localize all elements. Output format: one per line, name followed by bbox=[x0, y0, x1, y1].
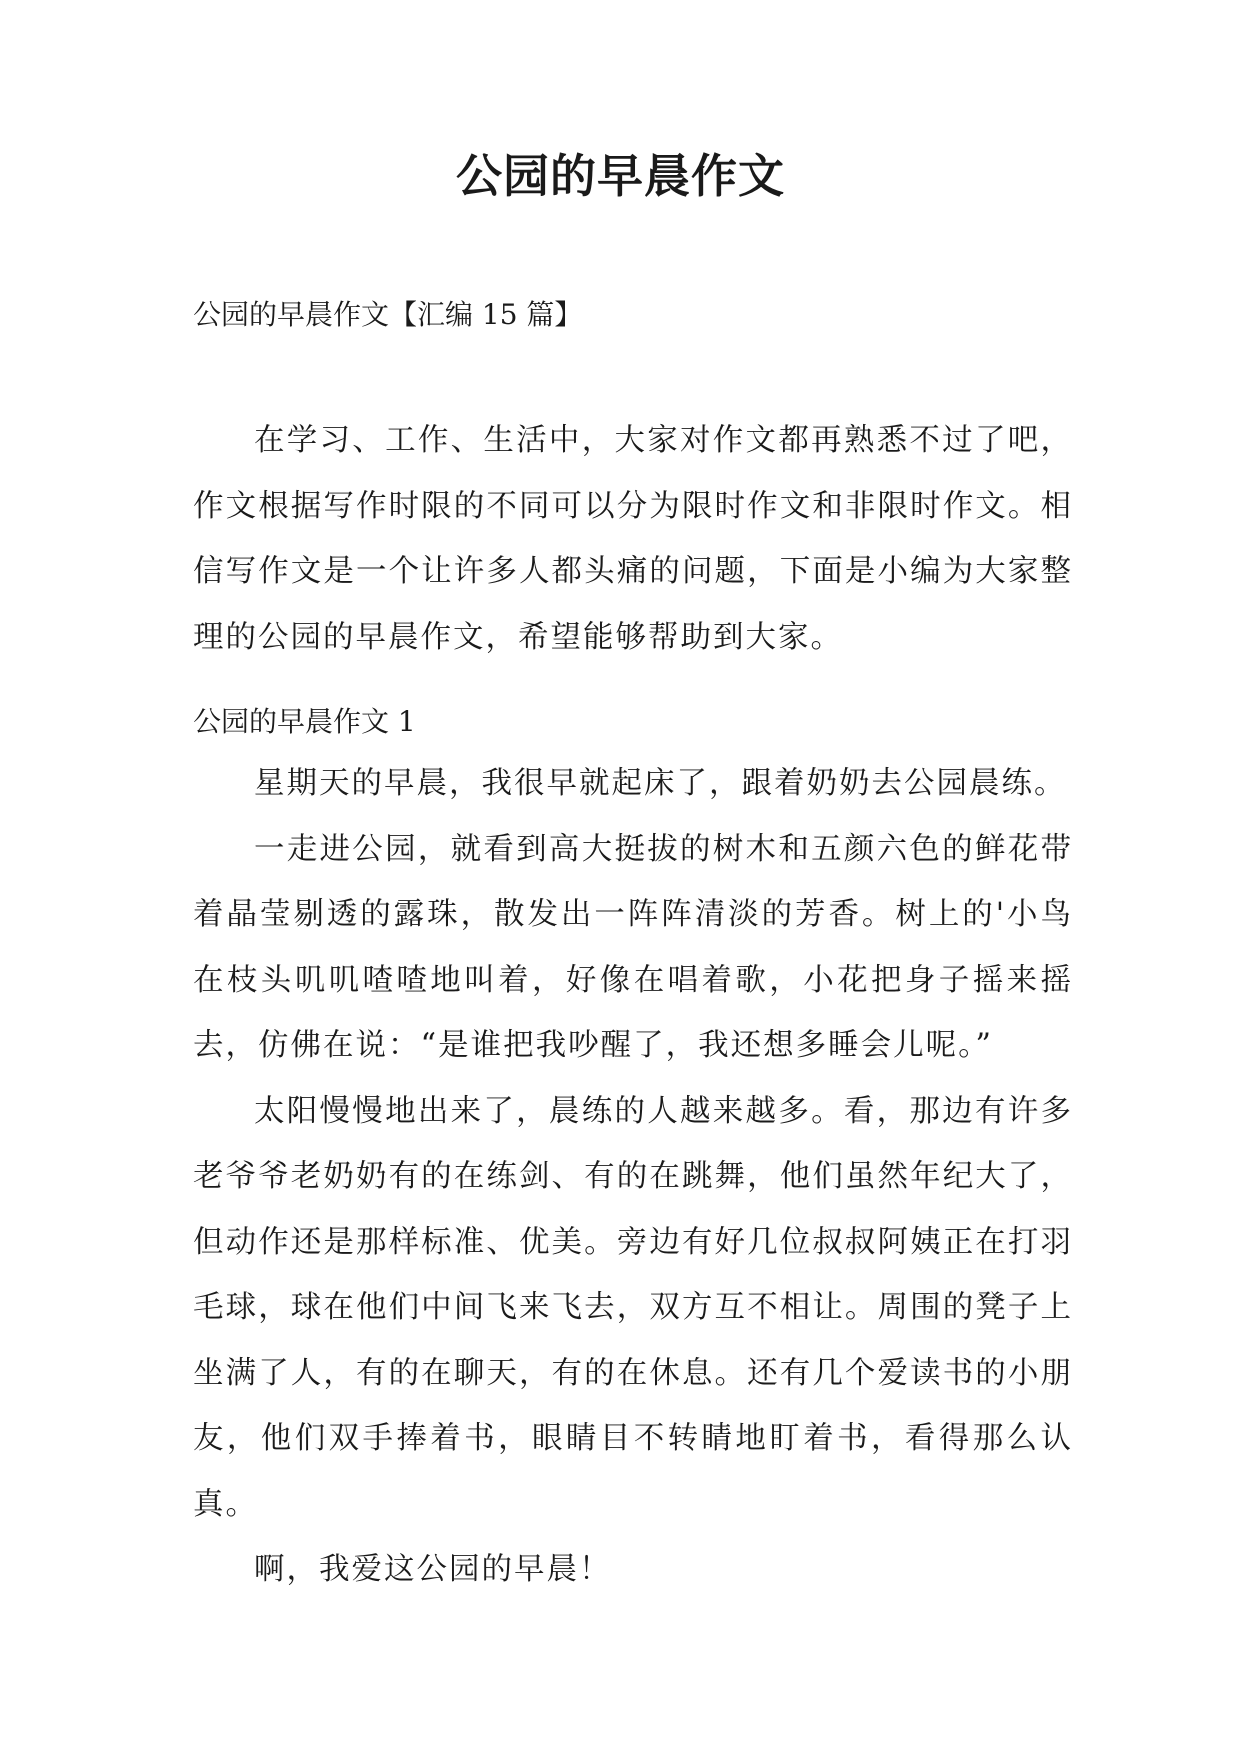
document-subtitle: 公园的早晨作文【汇编 15 篇】 bbox=[193, 298, 583, 331]
essay-paragraph-3: 太阳慢慢地出来了，晨练的人越来越多。看，那边有许多老爷爷老奶奶有的在练剑、有的在跳舞，他们虽然年纪大了，但动作还是那样标准、优美。旁边有好几位叔叔阿姨正在打羽毛球，球在他们中间飞来飞去，双方互不相让。周围的凳子上坐满了人，有的在聊天，有的在休息。还有几个爱读书的小朋友，他们双手捧着书，眼睛目不转睛地盯着书，看得那么认真。 bbox=[193, 1093, 1073, 1522]
essay-paragraph-1: 星期天的早晨，我很早就起床了，跟着奶奶去公园晨练。 bbox=[254, 766, 1067, 801]
essay-paragraph-2: 一走进公园，就看到高大挺拔的树木和五颜六色的鲜花带着晶莹剔透的露珠，散发出一阵阵清淡的芳香。树上的'小鸟在枝头叽叽喳喳地叫着，好像在唱着歌，小花把身子摇来摇去，仿佛在说：“是谁把我吵醒了，我还想多睡会儿呢。” bbox=[193, 831, 1073, 1063]
intro-paragraph: 在学习、工作、生活中，大家对作文都再熟悉不过了吧，作文根据写作时限的不同可以分为限时作文和非限时作文。相信写作文是一个让许多人都头痛的问题，下面是小编为大家整理的公园的早晨作文，希望能够帮助到大家。 bbox=[193, 423, 1073, 655]
intro-section bbox=[193, 408, 1073, 670]
essay-body bbox=[193, 751, 1073, 1603]
essay-paragraph-4: 啊，我爱这公园的早晨！ bbox=[254, 1552, 612, 1587]
section-heading: 公园的早晨作文 1 bbox=[193, 705, 416, 738]
page-title: 公园的早晨作文 bbox=[456, 149, 785, 203]
